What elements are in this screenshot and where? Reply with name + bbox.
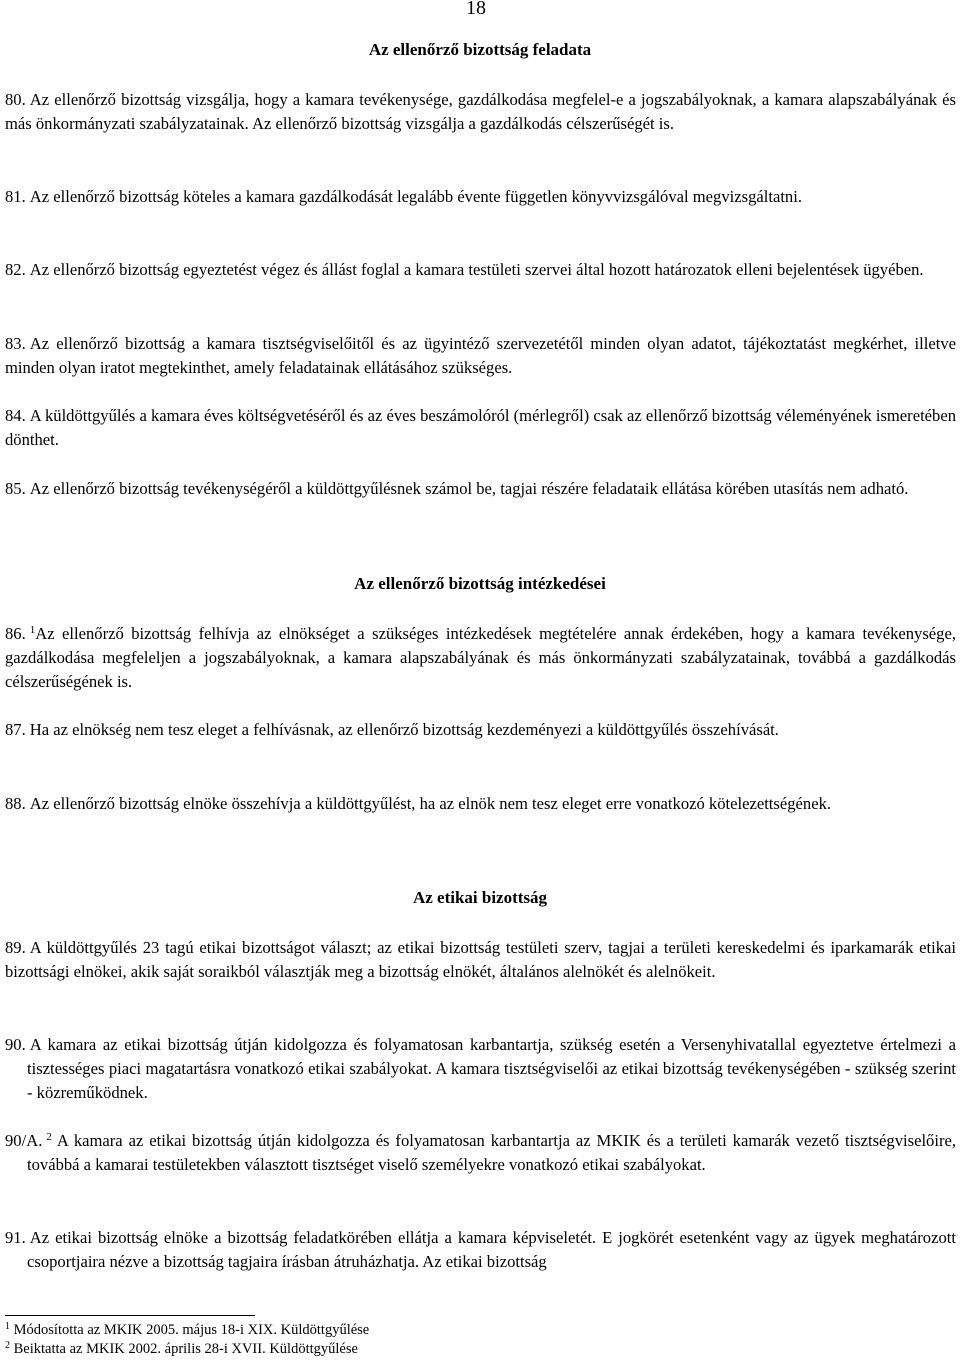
footnote-reference: 1 [29, 624, 36, 636]
page-number: 18 [466, 0, 486, 19]
paragraph-89 [5, 936, 956, 984]
footnote-text: Beiktatta az MKIK 2002. április 28-i XVII. Küldöttgyűlése [13, 1341, 358, 1357]
footnote-mark: 2 [5, 1340, 10, 1351]
paragraph-90a [5, 1129, 956, 1177]
paragraph-text: Az ellenőrző bizottság köteles a kamara gazdálkodását legalább évente független könyvvizsgálóval megvizsgáltatni. [29, 187, 802, 206]
paragraph-number: 90. [5, 1035, 26, 1054]
paragraph-text: Az ellenőrző bizottság felhívja az elnökséget a szükséges intézkedések megtételére annak érdekében, hogy a kamara tevékenysége, gazdálkodása megfeleljen a jogszabályoknak, a kamara alapszabályának és más önkormányzati szabályzatainak, továbbá a gazdálkodás célszerűségének is. [5, 624, 956, 691]
paragraph-number: 85. [5, 479, 26, 498]
paragraph-number: 88. [5, 794, 26, 813]
section-heading-audit-committee-duties: Az ellenőrző bizottság feladata [368, 40, 592, 59]
paragraph-86 [5, 622, 956, 694]
paragraph-number: 82. [5, 260, 26, 279]
paragraph-text: Az ellenőrző bizottság vizsgálja, hogy a kamara tevékenysége, gazdálkodása megfelel-e a jogszabályoknak, a kamara alapszabályának és más önkormányzati szabályzatainak. Az ellenőrző bizottság vizsgálja a gazdálkodás célszerűségét is. [5, 90, 956, 133]
paragraph-number: 90/A. [5, 1131, 43, 1150]
paragraph-text: A kamara az etikai bizottság útján kidolgozza és folyamatosan karbantartja, szükség esetén a Versenyhivatallal egyeztetve értelmezi a tisztességes piaci magatartásra vonatkozó etikai szabályokat. A kamara tisztségviselői az etikai bizottság tevékenységében - szükség szerint - közreműködnek. [27, 1035, 956, 1102]
paragraph-87 [5, 718, 956, 742]
paragraph-text: Az ellenőrző bizottság tevékenységéről a küldöttgyűlésnek számol be, tagjai részére feladataik ellátása körében utasítás nem adható. [29, 479, 909, 498]
paragraph-88 [5, 792, 956, 816]
paragraph-91 [5, 1226, 956, 1274]
paragraph-text: Az etikai bizottság elnöke a bizottság feladatkörében ellátja a kamara képviseletét. E jogkörét esetenként vagy az ügyek meghatározott csoportjaira nézve a bizottság tagjaira írásban átruházhatja. Az etikai bizottság [27, 1228, 956, 1271]
footnote-text: Módosította az MKIK 2005. május 18-i XIX. Küldöttgyűlése [13, 1322, 370, 1338]
paragraph-number: 86. [5, 624, 26, 643]
footnote-1 [5, 1321, 369, 1339]
section-heading-ethics-committee: Az etikai bizottság [412, 888, 548, 907]
footnote-reference: 2 [46, 1131, 52, 1143]
paragraph-text: Ha az elnökség nem tesz eleget a felhívásnak, az ellenőrző bizottság kezdeményezi a küldöttgyűlés összehívását. [29, 720, 779, 739]
paragraph-text: A kamara az etikai bizottság útján kidolgozza és folyamatosan karbantartja az MKIK és a területi kamarák vezető tisztségviselőire, továbbá a kamarai testületekben választott tisztséget viselő személyekre vonatkozó etikai szabályokat. [27, 1131, 957, 1174]
section-heading-audit-committee-measures: Az ellenőrző bizottság intézkedései [354, 574, 606, 593]
paragraph-text: Az ellenőrző bizottság elnöke összehívja a küldöttgyűlést, ha az elnök nem tesz eleget erre vonatkozó kötelezettségének. [29, 794, 832, 813]
paragraph-90 [5, 1033, 956, 1105]
paragraph-text: Az ellenőrző bizottság egyeztetést végez és állást foglal a kamara testületi szervei által hozott határozatok elleni bejelentések ügyében. [29, 260, 924, 279]
paragraph-number: 83. [5, 334, 26, 353]
paragraph-85 [5, 477, 956, 501]
paragraph-number: 91. [5, 1228, 26, 1247]
paragraph-84 [5, 404, 956, 452]
paragraph-number: 81. [5, 187, 26, 206]
paragraph-number: 87. [5, 720, 26, 739]
paragraph-83 [5, 332, 956, 380]
footnote-mark: 1 [5, 1321, 10, 1332]
paragraph-text: A küldöttgyűlés 23 tagú etikai bizottságot választ; az etikai bizottság testületi szerv, tagjai a területi kereskedelmi és iparkamarák etikai bizottsági elnökei, akik saját soraikból választják meg a bizottság elnökét, általános alelnökét és alelnökeit. [5, 938, 956, 981]
paragraph-number: 84. [5, 406, 26, 425]
paragraph-number: 80. [5, 90, 26, 109]
footnote-2 [5, 1340, 358, 1358]
paragraph-82 [5, 258, 956, 282]
paragraph-number: 89. [5, 938, 26, 957]
paragraph-80 [5, 88, 956, 136]
paragraph-text: Az ellenőrző bizottság a kamara tisztségviselőitől és az ügyintéző szervezetétől minden olyan adatot, tájékoztatást megkérhet, illetve minden olyan iratot megtekinthet, amely feladatainak ellátásához szükséges. [5, 334, 956, 377]
footnote-separator [5, 1315, 255, 1316]
paragraph-text: A küldöttgyűlés a kamara éves költségvetéséről és az éves beszámolóról (mérlegről) csak az ellenőrző bizottság véleményének ismeretében dönthet. [5, 406, 956, 449]
paragraph-81 [5, 185, 956, 209]
